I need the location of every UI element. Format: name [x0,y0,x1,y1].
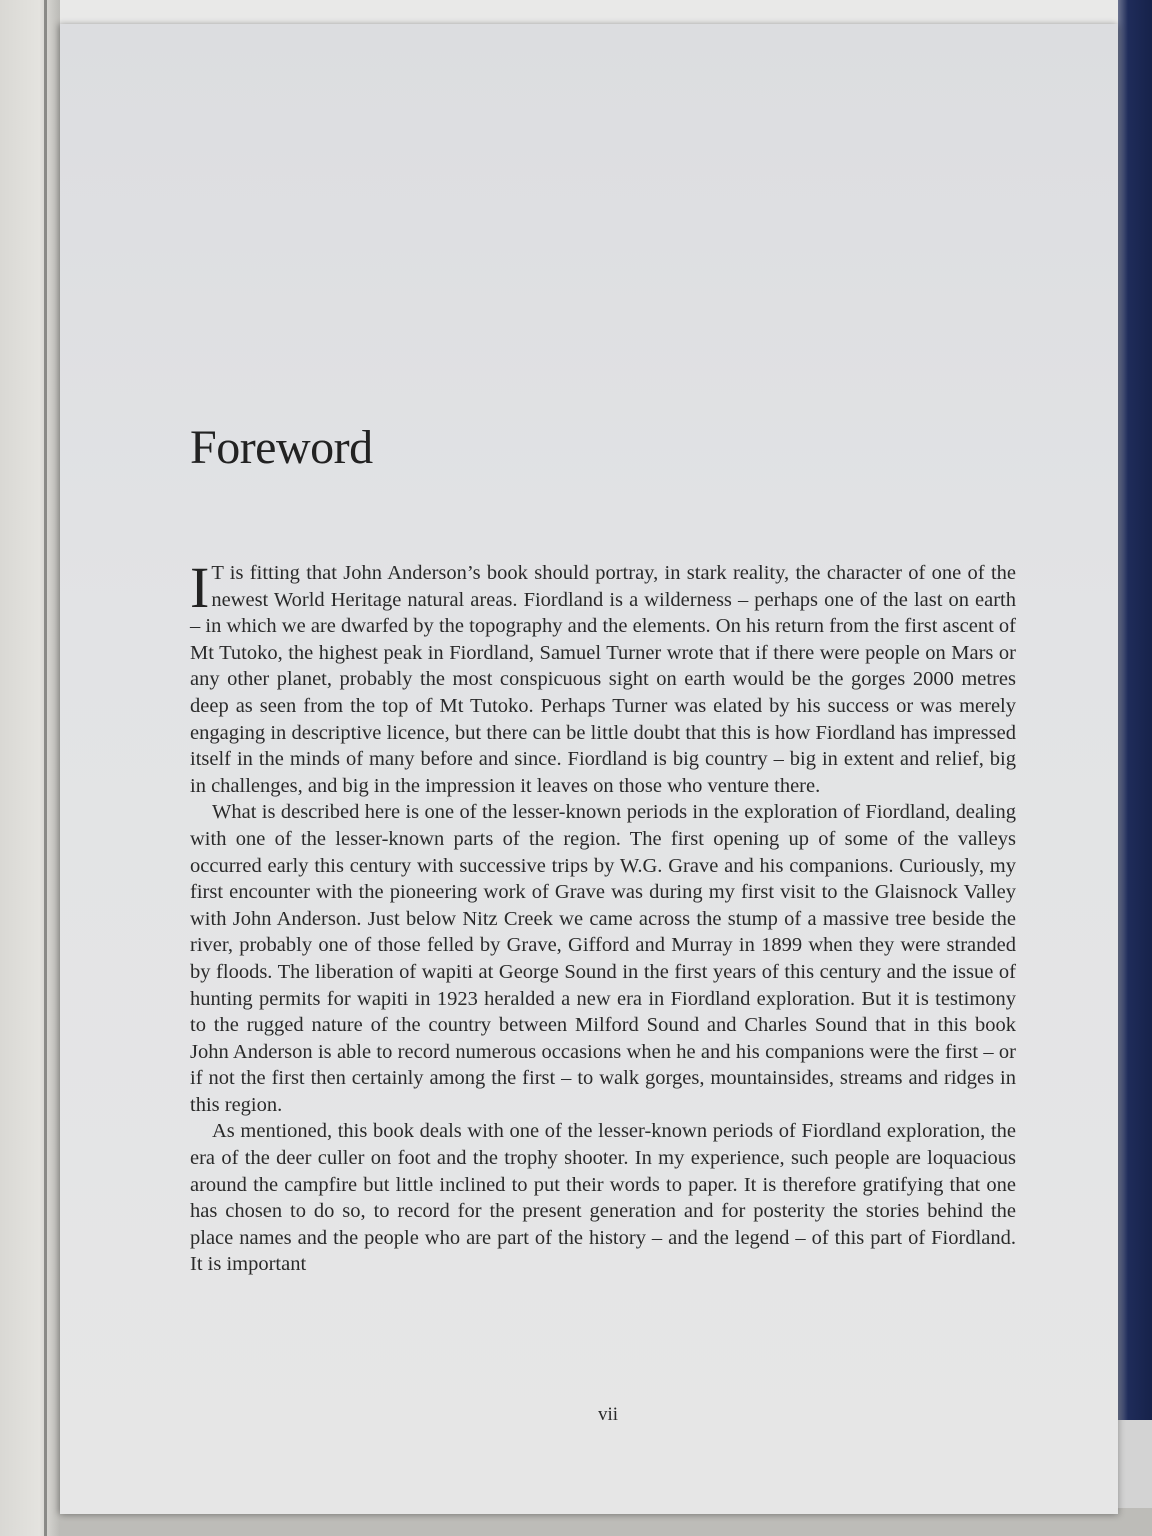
binding-line [44,0,47,1536]
drop-cap: I [190,555,210,620]
foreword-body [190,555,1016,1278]
page-number: vii [597,1404,619,1425]
paragraph-1-text: T is fitting that John Anderson’s book should portray, in stark reality, the character of one of the newest World Heritage natural areas. Fiordland is a wilderness – perhaps one of the last on earth – in which we are dwarfed by the topography and the elements. On his return from the first ascent of Mt Tutoko, the highest peak in Fiordland, Samuel Turner wrote that if there were people on Mars or any other planet, probably the most conspicuous sight on earth would be the gorges 2000 metres deep as seen from the top of Mt Tutoko. Perhaps Turner was elated by his success or was merely engaging in descriptive licence, but there can be little doubt that this is how Fiordland has impressed itself in the minds of many before and since. Fiordland is big country – big in extent and relief, big in challenges, and big in the impression it leaves on those who venture there. [190,562,1016,797]
paragraph-2: What is described here is one of the lesser-known periods in the exploration of Fiordland, dealing with one of the lesser-known parts of the region. The first opening up of some of the valleys occurred early this century with successive trips by W.G. Grave and his companions. Curiously, my first encounter with the pioneering work of Grave was during my first visit to the Glaisnock Valley with John Anderson. Just below Nitz Creek we came across the stump of a massive tree beside the river, probably one of those felled by Grave, Gifford and Murray in 1899 when they were stranded by floods. The liberation of wapiti at George Sound in the first years of this century and the issue of hunting permits for wapiti in 1923 heralded a new era in Fiordland exploration. But it is testimony to the rugged nature of the country between Milford Sound and Charles Sound that in this book John Anderson is able to record numerous occasions when he and his companions were the first – or if not the first then certainly among the first – to walk gorges, mountainsides, streams and ridges in this region. [190,801,1016,1116]
paragraph-1 [190,555,1016,799]
page-title: Foreword [190,421,373,474]
paragraph-3: As mentioned, this book deals with one of the lesser-known periods of Fiordland exploration, the era of the deer culler on foot and the trophy shooter. In my experience, such people are loquacious around the campfire but little inclined to put their words to paper. It is therefore gratifying that one has chosen to do so, to record for the present generation and for posterity the stories behind the place names and the people who are part of the history – and the legend – of this part of Fiordland. It is important [190,1120,1016,1276]
page-number-container [0,1404,1152,1426]
